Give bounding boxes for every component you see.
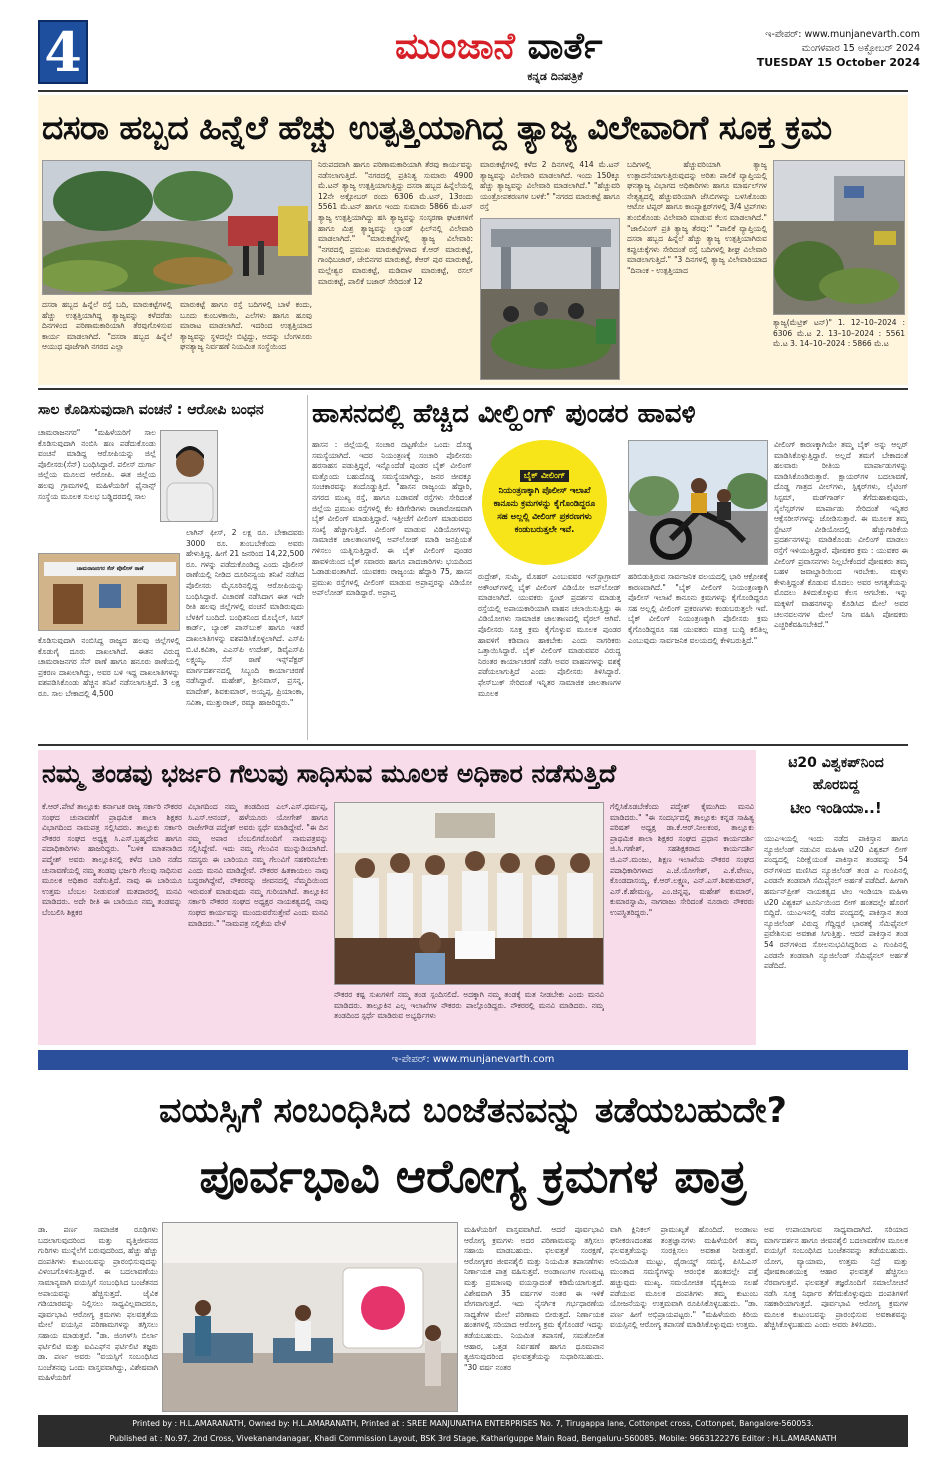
story-wheeling-col3: ಹರಿಬಿಡುತ್ತಿರುವ ಸಾರ್ವಜನಿಕ ವಲಯದಲ್ಲಿ ಭಾರಿ ಆಕ್ರೋಶಕ್ಕೆ ಕಾರಣವಾಗಿದೆ." "ಬೈಕ್ ವೀಲಿಂಗ್ ನಿಯಂತ್ರಣಕ್ಕಾಗಿ ಪೊಲೀಸ್ ಇಲಾಖೆ ಕಾನೂನು ಕ್ರಮಗಳನ್ನು ಕೈಗೊಂಡಿದ್ದರೂ ಸಹ ಅಲ್ಲಲ್ಲಿ ವೀಲಿಂಗ್ ಪ್ರಕರಣಗಳು ಕಂಡುಬರುತ್ತಲೇ ಇವೆ. ಬೈಕ್ ವೀಲಿಂಗ್ ನಿಯಂತ್ರಣಕ್ಕಾಗಿ ಪೊಲೀಸರು ಕ್ರಮ ಕೈಗೊಂಡಿದ್ದರೂ ಸಹ ಯುವಕರು ಮಾತ್ರ ಬುದ್ಧಿ ಕಲಿತಿಲ್ಲ ಎಂಬುವುದು ಸಾರ್ವಜನಿಕ ವಲಯದಲ್ಲಿ ಕೇಳಿಬರುತ್ತಿದೆ." bbox=[628, 572, 768, 645]
wheeling-callout-text: ನಿಯಂತ್ರಣಕ್ಕಾಗಿ ಪೊಲೀಸ್ ಇಲಾಖೆ ಕಾನೂನು ಕ್ರಮಗಳನ್ನು ಕೈಗೊಂಡಿದ್ದರೂ ಸಹ ಅಲ್ಲಲ್ಲಿ ವೀಲಿಂಗ್ ಪ್ರಕರಣಗಳು ಕಂಡುಬರುತ್ತಲೇ ಇವೆ. bbox=[493, 486, 596, 535]
page-number: 4 bbox=[38, 20, 88, 84]
story-t20-headline bbox=[764, 752, 908, 832]
newspaper-brand bbox=[395, 24, 675, 68]
story-fertility-col1: ಡಾ. ಪರ್ಣ ಸಾಮಾಜಿಕ ರೂಢಿಗಳು ಬದಲಾಗುವುದರಿಂದ ಮತ್ತು ವೃತ್ತಿಜೀವನದ ಗುರಿಗಳು ಮುನ್ನೆಲೆಗೆ ಬರುವುದರಿಂದ, ಹೆಚ್ಚು ಹೆಚ್ಚು ದಂಪತಿಗಳು ಕುಟುಂಬವನ್ನು ಪ್ರಾರಂಭಿಸುವುದನ್ನು ವಿಳಂಬಗೊಳಿಸುತ್ತಿದ್ದಾರೆ. ಈ ಬದಲಾವಣೆಯು ಸಾಮಾನ್ಯವಾಗಿ ವಯಸ್ಸಿಗೆ ಸಂಬಂಧಿಸಿದ ಬಂಜೆತನದ ಅಪಾಯವನ್ನು ಹೆಚ್ಚಿಸುತ್ತದೆ. ಜೈವಿಕ ಗಡಿಯಾರವನ್ನು ನಿಲ್ಲಿಸಲು ಸಾಧ್ಯವಿಲ್ಲವಾದರೂ, ಪೂರ್ವಭಾವಿ ಆರೋಗ್ಯ ಕ್ರಮಗಳು ಫಲವತ್ತತೆಯ ಮೇಲೆ ವಯಸ್ಸಿನ ಪರಿಣಾಮಗಳನ್ನು ತಗ್ಗಿಸಲು ಸಹಾಯ ಮಾಡುತ್ತವೆ. "ಡಾ. ಜಿಂಗಳ್‌ಸಿ ಬಿರ್ಲಾ ಫರ್ಟಿಲಿಟಿ ಮತ್ತು ಐವಿಎಫ್‌ನ ಫರ್ಟಿಲಿಟಿ ತಜ್ಞರು ಡಾ. ಪರ್ಣ ಅವರು "ವಯಸ್ಸಿಗೆ ಸಂಬಂಧಿಸಿದ ಬಂಜೆತನವು ಒಂದು ವಾಸ್ತವವಾಗಿದ್ದು, ವಿಶೇಷವಾಗಿ ಮಹಿಳೆಯರಿಗೆ bbox=[38, 1225, 158, 1383]
police-station-sign: ಚಾಮರಾಜನಗರ ಸೆನ್ ಪೊಲೀಸ್ ಠಾಣೆ bbox=[76, 566, 144, 572]
imprint-line-1: Printed by : H.L.AMARANATH, Owned by: H.L.AMARANATH, Printed at : SREE MANJUNATHA ENTERPRISES No. 7, Tirugappa lane, Cottonpet cross, Cottonpet, Bangalore-560053. bbox=[132, 1419, 814, 1428]
photo-bike-wheeling bbox=[628, 440, 768, 565]
story-dasara-col5: ಬದಿಗಳಲ್ಲಿ ಹೆಚ್ಚುವರಿಯಾಗಿ ತ್ಯಾಜ್ಯ ಉತ್ಪಾದನೆಯಾಗುತ್ತಿರುವುದನ್ನು ಅರಿತು ಪಾಲಿಕೆ ವ್ಯಾಪ್ತಿಯಲ್ಲಿ ಘನತ್ಯಾಜ್ಯ ವಿಭಾಗದ ಅಧಿಕಾರಿಗಳು ಹಾಗೂ ಮಾರ್ಷಲ್‌ಗಳ ನೇತೃತ್ವದಲ್ಲಿ ಹೆಚ್ಚುವರಿಯಾಗಿ ಜೆಸಿಬಿಗಳನ್ನು ಬಳಸಿಕೊಂಡು ಆಟೋ ಟಿಪ್ಪರ್ ಹಾಗೂ ಕಾಂಪ್ಯಾಕ್ಟರ್‌ಗಳಲ್ಲಿ 3/4 ಟ್ರಿಪ್‌ಗಳು ತುಂಬಿಕೊಂಡು ವಿಲೇವಾರಿ ಮಾಡುವ ಕೆಲಸ ಮಾಡಲಾಗಿದೆ." "ಜಾಲಿವಿಂಗ್ ಪ್ರತಿ ತ್ಯಾಜ್ಯ ತೆರವು:" "ಪಾಲಿಕೆ ವ್ಯಾಪ್ತಿಯಲ್ಲಿ ದಸರಾ ಹಬ್ಬದ ಹಿನ್ನೆಲೆ ಹೆಚ್ಚು ತ್ಯಾಜ್ಯ ಉತ್ಪತ್ತಿಯಾಗಿರುವ ಕಪ್ಪುಚುಕ್ಕೆಗಳು ಸೇರಿದಂತೆ ರಸ್ತೆ ಬದಿಗಳಲ್ಲಿ ಶೀಘ್ರ ವಿಲೇವಾರಿ ಮಾಡಲಾಗುತ್ತಿದೆ." "3 ದಿನಗಳಲ್ಲಿ ತ್ಯಾಜ್ಯ ವಿಲೇವಾರಿಯಾದ "ದಿನಾಂಕ - ಉತ್ಪತ್ತಿಯಾದ bbox=[627, 160, 767, 275]
photo-bike-wheeling-art bbox=[629, 441, 768, 565]
story-fertility-col3: ವಾಗಿ ಕ್ಲಿನಿಕಲ್ ಪ್ರಾಮುಖ್ಯತೆ ಹೊಂದಿದೆ. ಅಂಡಾಣು ಘನೀಕರಣದಂತಹ ತಂತ್ರಜ್ಞಾನಗಳು ಮಹಿಳೆಯರಿಗೆ ತಮ್ಮ ಫಲವತ್ತತೆಯನ್ನು ಸಂರಕ್ಷಿಸಲು ಅವಕಾಶ ನೀಡುತ್ತವೆ. ಅನಿಯಮಿತ ಮುಟ್ಟು, ಥೈರಾಯ್ಡ್ ಸಮಸ್ಯೆ, ಪಿಸಿಓಎಸ್ ಮುಂತಾದ ಸಮಸ್ಯೆಗಳನ್ನು ಆರಂಭಿಕ ಹಂತದಲ್ಲೇ ಪತ್ತೆ ಹಚ್ಚುವುದು ಮುಖ್ಯ. ಸಮಯೋಚಿತ ವೈದ್ಯಕೀಯ ಸಲಹೆ ಪಡೆಯುವ ಮೂಲಕ ದಂಪತಿಗಳು ತಮ್ಮ ಕುಟುಂಬ ಯೋಜನೆಯನ್ನು ಉತ್ತಮವಾಗಿ ರೂಪಿಸಿಕೊಳ್ಳಬಹುದು. "ಡಾ. ಪರ್ಣ ಹೀಗೆ ಅಭಿಪ್ರಾಯಪಟ್ಟರು." "ಮಹಿಳೆಯರು ಕಿರಿಯ ವಯಸ್ಸಿನಲ್ಲಿ ಆರೋಗ್ಯ ತಪಾಸಣೆ ಮಾಡಿಸಿಕೊಳ್ಳುವುದು ಉತ್ತಮ. bbox=[610, 1225, 758, 1330]
photo-market-waste-art bbox=[481, 219, 620, 380]
story-fertility-headline-2: ಪೂರ್ವಭಾವಿ ಆರೋಗ್ಯ ಕ್ರಮಗಳ ಪಾತ್ರ bbox=[199, 1149, 747, 1203]
date-block bbox=[680, 28, 920, 70]
story-t20-headline-line3: ಟೀಂ ಇಂಡಿಯಾ..! bbox=[790, 799, 882, 817]
photo-market-waste bbox=[480, 218, 620, 380]
photo-roadside-garbage-art bbox=[43, 161, 312, 295]
story-wheeling-col1: ಹಾಸನ : ಜಿಲ್ಲೆಯಲ್ಲಿ ಸಂಚಾರ ದಟ್ಟಣೆಯೇ ಒಂದು ದೊಡ್ಡ ಸಮಸ್ಯೆಯಾಗಿದೆ. ಇದರ ನಿಯಂತ್ರಣಕ್ಕೆ ಸಂಚಾರಿ ಪೊಲೀಸರು ಹರಸಾಹಸ ಪಡುತ್ತಿದ್ದರೆ, ಇನ್ನೊಂದೆಡೆ ಪುಂಡರ ಬೈಕ್ ವೀಲಿಂಗ್ ಮತ್ತೊಂದು ಬಹುದೊಡ್ಡ ಸಮಸ್ಯೆಯಾಗಿದ್ದು, ಜನರ ಜೀವಕ್ಕೂ ಸಂಚಕಾರವನ್ನು ತಂದೊಡ್ಡುತ್ತಿದೆ. "ಹಾಸನ ರಾಜ್ಯಂಯ ಹೆದ್ದಾರಿ, ನಗರದ ಮುಖ್ಯ ರಸ್ತೆ, ಹಾಗೂ ಬಡಾವಣೆ ರಸ್ತೆಗಳು ಸೇರಿದಂತೆ ಜಿಲ್ಲೆಯ ಪ್ರಮುಖ ರಸ್ತೆಗಳಲ್ಲಿ ಕೆಲ ಕಿಡಿಗೇಡಿಗಳು ರಾಜಾರೋಷವಾಗಿ ಬೈಕ್ ವೀಲಿಂಗ್ ಮಾಡುತ್ತಿದ್ದಾರೆ. ಇತ್ತೀಚೆಗೆ ವೀಲಿಂಗ್ ಮಾಡುವವರ ಸಂಖ್ಯೆ ಹೆಚ್ಚಾಗುತ್ತಿದೆ. ವೀಲಿಂಗ್ ಮಾಡುವ ವಿಡಿಯೋಗಳನ್ನು ಸಾಮಾಜಿಕ ಜಾಲತಾಣಗಳಲ್ಲಿ ಅಪ್‌ಲೋಡ್ ಮಾಡಿ ಜನಪ್ರಿಯತೆ ಗಳಿಸಲು ಯತ್ನಿಸುತ್ತಿದ್ದಾರೆ. ಈ ಬೈಕ್ ವೀಲಿಂಗ್ ಪುಂಡರ ಹಾವಳಿಯಿಂದ ಬೈಕ್ ಸವಾರರು ಹಾಗೂ ಪಾದಚಾರಿಗಳು ಭಯದಿಂದ ಓಡಾಡುವಂತಾಗಿದೆ. ಯುವಕರು ರಾಜ್ಯಂಯ ಹೆದ್ದಾರಿ 75, ಹಾಸನ ಪ್ರಮುಖ ರಸ್ತೆಗಳಲ್ಲಿ ವೀಲಿಂಗ್ ಮಾಡುವ ಅಪ್ರಾಪ್ತರನ್ನು ವಿಡಿಯೋ ಅಪ್‌ಲೋಡ್ ಮಾಡಿದ್ದಾರೆ. ಅಪ್ರಾಪ್ತ bbox=[312, 440, 472, 598]
story-wheeling-headline: ಹಾಸನದಲ್ಲಿ ಹೆಚ್ಚಿದ ವೀಲ್ಹಿಂಗ್ ಪುಂಡರ ಹಾವಳಿ bbox=[312, 399, 696, 429]
story-election-col4: ಗೆಲ್ಲಿಸಿಕೊಡಬೇಕೆಂದು ಪದ್ಮೇಶ್ ಕೈಮುಗಿದು ಮನವಿ ಮಾಡಿದರು." "ಈ ಸಂದರ್ಭದಲ್ಲಿ ತಾಲ್ಲೂಕು ಕನ್ನಡ ಸಾಹಿತ್ಯ ಪರಿಷತ್ ಅಧ್ಯಕ್ಷ ಡಾ.ಕೆ.ಆರ್.ನೀಲಕಂಠ, ತಾಲ್ಲೂಕು ಪ್ರಾಥಮಿಕ ಶಾಲಾ ಶಿಕ್ಷಕರ ಸಂಘದ ಪ್ರಧಾನ ಕಾರ್ಯದರ್ಶಿ ಜಿ.ಸಿ.ಗಣೇಶ್, ಸಹಶಿಕ್ಷಕರಾದ ಕಾರ್ಯದರ್ಶಿ ಜಿ.ಎನ್.ಮಂಜು, ಶಿಕ್ಷಣ ಇಲಾಖೆಯ ನೌಕರರ ಸಂಘದ ಪದಾಧಿಕಾರಿಗಳಾದ ಎ.ಜೆ.ಯೋಗೇಶ್, ಎ.ಕೆ.ವೇಣು, ಕೊಂಡದಾಸಯ್ಯ, ಕೆ.ಆರ್.ಲಕ್ಷ್ಮಣ, ಎನ್.ಎಸ್.ಶಿವಕುಮಾರ್, ಎಸ್.ಕೆ.ಹೇಮಣ್ಣ, ಎಂ.ಚಿನ್ನಪ್ಪ, ಮಹೇಶ್ ಕುಮಾರ್, ಕುಮಾರಸ್ವಾಮಿ, ನಾಗರಾಜು ಸೇರಿದಂತೆ ನೂರಾರು ನೌಕರರು ಉಪಸ್ಥಿತರಿದ್ದರು." bbox=[610, 802, 754, 917]
photo-clinic-reception-art bbox=[163, 1223, 458, 1412]
date-kannada: ಮಂಗಳವಾರ 15 ಅಕ್ಟೋಬರ್ 2024 bbox=[801, 43, 920, 54]
photo-street-waste-art bbox=[774, 161, 905, 315]
story-dasara-col2: ಮಾರುಕಟ್ಟೆ ಹಾಗೂ ರಸ್ತೆ ಬದಿಗಳಲ್ಲಿ ಬಾಳೆ ಕಂದು, ಬೂದು ಕುಂಬಳಕಾಯಿ, ಎಲೆಗಳು ಹಾಗೂ ಹೂವು ಮಾರಾಟ ಮಾಡಲಾಗಿದೆ. ಇದರಿಂದ ಉತ್ಪತ್ತಿಯಾದ ತ್ಯಾಜ್ಯವನ್ನು ಸ್ಥಳದಲ್ಲೇ ಬಿಟ್ಟಿದ್ದು, ಅದನ್ನು ಬೆಂಗಳೂರು ಘನತ್ಯಾಜ್ಯ ನಿರ್ವಹಣೆ ನಿಯಮಿತ ಸಂಸ್ಥೆಯಿಂದ bbox=[180, 300, 312, 352]
photo-clinic-reception bbox=[162, 1222, 458, 1412]
photo-roadside-garbage bbox=[42, 160, 312, 295]
masthead-rule bbox=[38, 90, 908, 92]
photo-accused bbox=[160, 430, 218, 522]
story-fraud-headline: ಸಾಲ ಕೊಡಿಸುವುದಾಗಿ ವಂಚನೆ : ಆರೋಪಿ ಬಂಧನ bbox=[38, 402, 264, 418]
story-t20-headline-line1: ಟಿ20 ವಿಶ್ವಕಪ್‌ನಿಂದ bbox=[788, 755, 884, 771]
story-dasara-headline: ದಸರಾ ಹಬ್ಬದ ಹಿನ್ನೆಲೆ ಹೆಚ್ಚು ಉತ್ಪತ್ತಿಯಾಗಿದ್ದ ತ್ಯಾಜ್ಯ ವಿಲೇವಾರಿಗೆ ಸೂಕ್ತ ಕ್ರಮ bbox=[42, 108, 832, 147]
brand-name-red: ಮುಂಜಾನೆ bbox=[395, 25, 515, 67]
story-fertility-col4: ಅವ ಉಪಾಯಾಗುವ ಸಾಧ್ಯವಾದಾಗಿದೆ. ಸರಿಯಾದ ಮಾರ್ಗದರ್ಶನ ಹಾಗೂ ಜೀವನಶೈಲಿ ಬದಲಾವಣೆಗಳ ಮೂಲಕ ವಯಸ್ಸಿಗೆ ಸಂಬಂಧಿಸಿದ ಬಂಜೆತನವನ್ನು ತಡೆಯಬಹುದು. ಯೋಗ, ವ್ಯಾಯಾಮ, ಉತ್ತಮ ನಿದ್ರೆ ಮತ್ತು ಪೋಷಕಾಂಶಯುಕ್ತ ಆಹಾರ ಫಲವತ್ತತೆ ಹೆಚ್ಚಿಸಲು ನೆರವಾಗುತ್ತವೆ. ಫಲವತ್ತತೆ ತಜ್ಞರೊಂದಿಗೆ ಸಮಾಲೋಚನೆ ನಡೆಸಿ ಸೂಕ್ತ ನಿರ್ಧಾರ ತೆಗೆದುಕೊಳ್ಳುವುದು ದಂಪತಿಗಳಿಗೆ ಸಹಕಾರಿಯಾಗುತ್ತದೆ. ಪೂರ್ವಭಾವಿ ಆರೋಗ್ಯ ಕ್ರಮಗಳ ಮೂಲಕ ಕುಟುಂಬವನ್ನು ಪ್ರಾರಂಭಿಸುವ ಅವಕಾಶವನ್ನು ಹೆಚ್ಚಿಸಿಕೊಳ್ಳಬಹುದು ಎಂದು ಅವರು ತಿಳಿಸಿದರು. bbox=[764, 1225, 908, 1330]
epaper-url[interactable]: ಇ-ಪೇಪರ್: www.munjanevarth.com bbox=[765, 29, 920, 40]
section-rule-2 bbox=[38, 744, 908, 746]
epaper-url-bar[interactable]: ಇ-ಪೇಪರ್: www.munjanevarth.com bbox=[38, 1050, 908, 1070]
wheeling-callout-badge bbox=[482, 440, 607, 565]
story-fertility-col2: ಮಹಿಳೆಯರಿಗೆ ವಾಸ್ತವವಾಗಿದೆ. ಆದರೆ ಪೂರ್ವಭಾವಿ ಆರೋಗ್ಯ ಕ್ರಮಗಳು ಅದರ ಪರಿಣಾಮವನ್ನು ತಗ್ಗಿಸಲು ಸಹಾಯ ಮಾಡಬಹುದು. ಫಲವತ್ತತೆ ಸಂರಕ್ಷಣೆ, ಆರೋಗ್ಯಕರ ಜೀವನಶೈಲಿ ಮತ್ತು ನಿಯಮಿತ ತಪಾಸಣೆಗಳು ನಿರ್ಣಾಯಕ ಪಾತ್ರ ವಹಿಸುತ್ತವೆ. ಅಂಡಾಣುಗಳ ಗುಣಮಟ್ಟ ಮತ್ತು ಪ್ರಮಾಣವು ವಯಸ್ಸಾದಂತೆ ಕಡಿಮೆಯಾಗುತ್ತದೆ. ವಿಶೇಷವಾಗಿ 35 ವರ್ಷಗಳ ನಂತರ ಈ ಇಳಿಕೆ ವೇಗವಾಗುತ್ತದೆ. ಇದು ನೈಸರ್ಗಿಕ ಗರ್ಭಧಾರಣೆಯ ಸಾಧ್ಯತೆಗಳ ಮೇಲೆ ಪರಿಣಾಮ ಬೀರುತ್ತದೆ. ನಿರ್ಣಾಯಕ ಹಂತಗಳಲ್ಲಿ ಸರಿಯಾದ ಆರೋಗ್ಯ ಕ್ರಮ ಕೈಗೊಂಡರೆ ಇದನ್ನು ತಡೆಯಬಹುದು. ನಿಯಮಿತ ತಪಾಸಣೆ, ಸಮತೋಲಿತ ಆಹಾರ, ಒತ್ತಡ ನಿರ್ವಹಣೆ ಹಾಗೂ ಧೂಮಪಾನ ತ್ಯಜಿಸುವುದರಿಂದ ಫಲವತ್ತತೆಯನ್ನು ಸುಧಾರಿಸಬಹುದು. "30 ವರ್ಷ ನಂತರ bbox=[464, 1225, 604, 1372]
imprint-line-2: Published at : No.97, 2nd Cross, Vivekanandanagar, Khadi Commission Layout, BSK 3rd Stage, Kathariguppe Main Road, Bengaluru-560085. Mobile: 9663122276 Editor : H.L.AMARANATH bbox=[109, 1434, 837, 1443]
story-fertility-headline-1: ವಯಸ್ಸಿಗೆ ಸಂಬಂಧಿಸಿದ ಬಂಜೆತನವನ್ನು ತಡೆಯಬಹುದೇ? bbox=[159, 1091, 787, 1131]
section-rule-1 bbox=[38, 388, 908, 390]
story-election-col2: ವಿಭಾಗದಿಂದ ನಮ್ಮ ತಂಡದಿಂದ ಎಲ್.ಎಸ್.ಧರ್ಮಪ್ಪ, ಸಿ.ಎಸ್.ಆನಂದ್, ಹಳೆಯೂರು ಯೋಗೇಶ್ ಹಾಗೂ ರಾಜೇಗೌಡ ಪದ್ಮೇಶ್ ಅವರು ಸ್ಪರ್ಧೆ ಮಾಡಿದ್ದೇವೆ. "ಈ ದಿನ ನಮ್ಮ ಅಪಾರ ಬೆಂಬಲಿಗರೊಂದಿಗೆ ನಾಮಪತ್ರವನ್ನು ಸಲ್ಲಿಸಿದ್ದೇವೆ. ಇದು ನಮ್ಮ ಗೆಲುವಿನ ಮುನ್ನುಡಿಯಾಗಿದೆ. ಸದಸ್ಯರು ಈ ಬಾರಿಯೂ ನಮ್ಮ ಗೆಲುವಿಗೆ ಸಹಕರಿಸಬೇಕು ಎಂದು ಮನವಿ ಮಾಡಿದ್ದೇವೆ. ನೌಕರರ ಹಿತಕಾಯಲು ನಾವು ಬದ್ಧರಾಗಿದ್ದೇವೆ, ನೌಕರರನ್ನು ಜೀವನದಲ್ಲಿ ನೆಮ್ಮದಿಯಿಂದ ಇರುವಂತೆ ಮಾಡುವುದು ನಮ್ಮ ಗುರಿಯಾಗಿದೆ. ತಾಲ್ಲೂಕಿನ ಸರ್ಕಾರಿ ನೌಕರರ ಸಂಘದ ಅಧ್ಯಕ್ಷರ ನಾಯಕತ್ವದಲ್ಲಿ ನಾವು ಸಂಘದ ಕಾರ್ಯವನ್ನು ಮುಂದುವರೆಸುತ್ತೇವೆ ಎಂದು ಮನವಿ ಮಾಡಿದರು." "ನಾಮಪತ್ರ ಸಲ್ಲಿಕೆಯ ವೇಳೆ bbox=[188, 802, 328, 928]
photo-police-station bbox=[38, 553, 180, 631]
story-dasara-col6: ತ್ಯಾಜ್ಯ(ಮೆಟ್ರಿಕ್ ಟನ್)" 1. 12–10–2024 : 6306 ಮೆ.ಟ 2. 13–10–2024 : 5561 ಮೆ.ಟ 3. 14–10–2024 : 5866 ಮೆ.ಟ bbox=[773, 318, 905, 349]
wheeling-callout-title: ಬೈಕ್ ವೀಲಿಂಗ್ bbox=[520, 470, 570, 482]
story-dasara-col3: ನಿರುಪದವಾಗಿ ಹಾಗೂ ಪರಿಣಾಮಕಾರಿಯಾಗಿ ತೆರವು ಕಾರ್ಯವನ್ನು ನಡೆಸಲಾಗುತ್ತಿದೆ. "ನಗರದಲ್ಲಿ ಪ್ರತಿನಿತ್ಯ ಸುಮಾರು 4900 ಮೆ.ಟನ್ ತ್ಯಾಜ್ಯ ಉತ್ಪತ್ತಿಯಾಗುತ್ತಿದ್ದು ದಸರಾ ಹಬ್ಬದ ಹಿನ್ನೆಲೆಯಲ್ಲಿ 12ನೇ ಅಕ್ಟೋಬರ್ ರಂದು 6306 ಮೆ.ಟನ್, 13ರಂದು 5561 ಮೆ.ಟನ್ ಹಾಗೂ ಇಂದು ಸುಮಾರು 5866 ಮೆ.ಟನ್ ತ್ಯಾಜ್ಯ ಉತ್ಪತ್ತಿಯಾಗಿದ್ದು ಹಸಿ ತ್ಯಾಜ್ಯವನ್ನು ಸಂಸ್ಕರಣಾ ಘಟಕಗಳಿಗೆ ಹಾಗೂ ಮಿಶ್ರ ತ್ಯಾಜ್ಯವನ್ನು ಲ್ಯಾಂಡ್ ಫಿಲ್‌ನಲ್ಲಿ ವಿಲೇವಾರಿ ಮಾಡಲಾಗಿದೆ." "ಮಾರುಕಟ್ಟೆಗಳಲ್ಲಿ ತ್ಯಾಜ್ಯ ವಿಲೇವಾರಿ: "ನಗರದಲ್ಲಿ ಪ್ರಮುಖ ಮಾರುಕಟ್ಟೆಗಳಾದ ಕೆ.ಆರ್ ಮಾರುಕಟ್ಟೆ, ಗಾಂಧಿಬಜಾರ್, ಜೇಬಿನಗರ ಮಾರುಕಟ್ಟೆ, ಕೆಆರ್ ಪುರ ಮಾರುಕಟ್ಟೆ, ಮಲ್ಲೇಶ್ವರ ಮಾರುಕಟ್ಟೆ, ಮಡಿವಾಳ ಮಾರುಕಟ್ಟೆ, ರಸಲ್ ಮಾರುಕಟ್ಟೆ, ಪಾಲಿಕೆ ಬಜಾರ್ ಸೇರಿದಂತೆ 12 bbox=[318, 160, 473, 286]
date-english: TUESDAY 15 October 2024 bbox=[756, 56, 920, 69]
story-wheeling-col4: ವೀಲಿಂಗ್ ಕಾರಣಕ್ಕಾಗಿಯೇ ತಮ್ಮ ಬೈಕ್ ಅನ್ನು ಆಲ್ಟರ್ ಮಾಡಿಸಿಕೊಳ್ಳುತ್ತಿದ್ದಾರೆ. ಅಲ್ಲದೆ ತಮಗೆ ಬೇಕಾದಂತೆ ಹಲವಾರು ರೀತಿಯ ಮಾರ್ಪಾಡುಗಳನ್ನು ಮಾಡಿಸಿಕೊಂಡಿರುತ್ತಾರೆ. ಕ್ಷಾಯರ್‌ಗಳ ಬದಲಾವಣೆ, ದೊಡ್ಡ ಗಾತ್ರದ ವೀಲ್‌ಗಳು, ಸ್ಟಿಕ್ಕರ್‌ಗಳು, ಲೈಟಿಂಗ್ ಸಿಸ್ಟಮ್, ಮಡ್‌ಗಾರ್ಡ್ ತೆಗೆದುಹಾಕುವುದು, ಸೈಲೆನ್ಸರ್‌ಗಳ ಮಾರ್ಪಾಡು ಸೇರಿದಂತೆ ಇನ್ನಿತರ ಆಕ್ಸೆಸರೀಸ್‌ಗಳನ್ನು ಜೋಡಿಸುತ್ತಾರೆ. ಈ ಮೂಲಕ ತಮ್ಮ ಸ್ಟೇಟಸ್ ವೀಡಿಯೋದಲ್ಲಿ ಹೆಚ್ಚುಗಾರಿಕೆಯ ಪ್ರದರ್ಶನಗಳನ್ನು ಮಾಡಿಕೊಂಡು ವೀಲಿಂಗ್ ಮಾಡಲು ರಸ್ತೆಗೆ ಇಳಿಯುತ್ತಿದ್ದಾರೆ. ಪೋಷಕರ ಕ್ರಮ : ಯುವಕರ ಈ ವೀಲಿಂಗ್ ಪ್ರವಾಸನಗಳು ನಿಲ್ಲಬೇಕೆಂದರೆ ಪೋಷಕರು ತಮ್ಮ ಬಹಳ ಜವಾಬ್ದಾರಿಯಿಂದ ಇರಬೇಕು. ಮಕ್ಕಳು ಕೇಳುತ್ತಿದ್ದಂತೆ ಕೊಡುವ ಮೊದಲು ಅವರ ಅಗತ್ಯತೆಯನ್ನು ಮೊದಲು ತಿಳಿದುಕೊಳ್ಳುವ ಕೆಲಸ ಆಗಬೇಕು. ಇನ್ನು ಮಕ್ಕಳಿಗೆ ವಾಹನಗಳನ್ನು ಕೊಡಿಸಿದ ಮೇಲೆ ಅವರ ಚಲನವಲನಗಳ ಮೇಲೆ ನಿಗಾ ವಹಿಸಿ ಪೋಷಕರು ಎಚ್ಚರಿಕೆವಹಿಸಬೇಕಿದೆ." bbox=[774, 440, 908, 630]
story-election-headline: ನಮ್ಮ ತಂಡವು ಭರ್ಜರಿ ಗೆಲುವು ಸಾಧಿಸುವ ಮೂಲಕ ಅಧಿಕಾರ ನಡೆಸುತ್ತಿದೆ bbox=[42, 759, 617, 788]
brand-name-black: ವಾರ್ತೆ bbox=[527, 25, 603, 67]
story-election-col1: ಕೆ.ಆರ್.ಪೇಟೆ ತಾಲ್ಲೂಕು ಕರ್ನಾಟಕ ರಾಜ್ಯ ಸರ್ಕಾರಿ ನೌಕರರ ಸಂಘದ ಚುನಾವಣೆಗೆ ಪ್ರಾಥಮಿಕ ಶಾಲಾ ಶಿಕ್ಷಕರ ವಿಭಾಗದಿಂದ ನಾಮಪತ್ರ ಸಲ್ಲಿಸಿದರು. ತಾಲ್ಲೂಕು ಸರ್ಕಾರಿ ನೌಕರರ ಸಂಘದ ಅಧ್ಯಕ್ಷ ಸಿ.ಎಸ್.ಬ್ರಹ್ಮದೇವ ಹಾಗೂ ಪದಾಧಿಕಾರಿಗಳು ಹಾಜರಿದ್ದರು. "ಬಳಿಕ ಮಾತನಾಡಿದ ಪದ್ಮೇಶ್ ಅವರು ತಾಲ್ಲೂಕಿನಲ್ಲಿ ಕಳೆದ ಬಾರಿ ನಡೆದ ಚುನಾವಣೆಯಲ್ಲಿ ನಮ್ಮ ತಂಡವು ಭರ್ಜರಿ ಗೆಲುವು ಸಾಧಿಸುವ ಮೂಲಕ ಅಧಿಕಾರ ನಡೆಸುತ್ತಿದೆ. ನಾವು ಈ ಬಾರಿಯೂ ಉತ್ತಮ ಬೆಂಬಲ ನೀಡುವಂತೆ ಮತದಾರರಲ್ಲಿ ಮನವಿ ಮಾಡಿದರು. ಅದೇ ರೀತಿ ಈ ಬಾರಿಯೂ ನಮ್ಮ ತಂಡವನ್ನು ಬೆಂಬಲಿಸಿ ಶಿಕ್ಷಕರ bbox=[42, 802, 182, 917]
story-fraud-col2: ಲಾಗಿನ್ ಫೀಸ್, 2 ಲಕ್ಷ ರೂ. ಬೇಕಾದವರು 3000 ರೂ. ತುಂಬಬೇಕೆಂದು ಅವರು ಹೇಳುತ್ತಿದ್ದ. ಹೀಗೆ 21 ಜನರಿಂದ 14,22,500 ರೂ. ಗಳನ್ನು ಪಡೆದುಕೊಂಡಿದ್ದ ಎಂದು ಪೊಲೀಸ್ ಠಾಣೆಯಲ್ಲಿ ನೀಡಿದ ದೂರಿನನ್ವಯ ತನಿಖೆ ನಡೆಸಿದ ಪೊಲೀಸರು ಮೈಸೂರಿನಲ್ಲಿದ್ದ ಆರೋಪಿಯನ್ನು ಬಂಧಿಸಿದ್ದಾರೆ. ವಿಚಾರಣೆ ನಡೆಸಿದಾಗ ಈತ ಇದೇ ರೀತಿ ಹಲವು ಜಿಲ್ಲೆಗಳಲ್ಲಿ ವಂಚನೆ ಮಾಡಿರುವುದು ಬೆಳಕಿಗೆ ಬಂದಿದೆ. ಬಂಧಿತನಿಂದ ಮೊಬೈಲ್, ಸಿಮ್ ಕಾರ್ಡ್, ಬ್ಯಾಂಕ್ ಪಾಸ್‌ಬುಕ್ ಹಾಗೂ ಇತರೆ ದಾಖಲಾತಿಗಳನ್ನು ವಶಪಡಿಸಿಕೊಳ್ಳಲಾಗಿದೆ. ಎಸ್‌ಪಿ ಬಿ.ಟಿ.ಕವಿತಾ, ಎಎಸ್‌ಪಿ ಉದೇಶ್, ಡಿವೈಎಸ್‌ಪಿ ಲಕ್ಷ್ಮಯ್ಯ, ಸೆನ್ ಠಾಣೆ ಇನ್ಸ್‌ಪೆಕ್ಟರ್ ಮಾರ್ಗದರ್ಶನದಲ್ಲಿ ಸಿಬ್ಬಂದಿ ಕಾರ್ಯಾಚರಣೆ ನಡೆಸಿದ್ದಾರೆ. ಮಹೇಶ್, ಶ್ರೀನಿವಾಸ್, ಪ್ರಸನ್ನ, ಮಾದೇಶ್, ಶಿವಕುಮಾರ್, ಅಯ್ಯಪ್ಪ, ಪ್ರಿಯಾಂಕಾ, ಸವಿತಾ, ಮುತ್ತುರಾಜ್, ರಮ್ಯಾ ಹಾಜರಿದ್ದರು." bbox=[186, 528, 304, 707]
photo-accused-art bbox=[161, 431, 218, 522]
story-wheeling-col2: ರುದ್ರೇಶ್, ಸುಮ್ಮಿ, ಮೊಹರ್ ಎಂಬುವವರ ಇನ್‌ಸ್ಟಾಗ್ರಾಮ್ ಅಕೌಂಟ್‌ಗಳಲ್ಲಿ ಬೈಕ್ ವೀಲಿಂಗ್ ವಿಡಿಯೋ ಅಪ್‌ಲೋಡ್ ಮಾಡಲಾಗಿದೆ. ಯುವಕರು ಸ್ಟಂಟ್ ಪ್ರದರ್ಶನ ಮಾಡುತ್ತ ರಸ್ತೆಯಲ್ಲಿ ಅಪಾಯಕಾರಿಯಾಗಿ ವಾಹನ ಚಲಾಯಿಸುತ್ತಿದ್ದು ಈ ವಿಡಿಯೋಗಳು ಸಾಮಾಜಿಕ ಜಾಲತಾಣದಲ್ಲಿ ವೈರಲ್ ಆಗಿವೆ. ಪೊಲೀಸರು ಸೂಕ್ತ ಕ್ರಮ ಕೈಗೊಳ್ಳುವ ಮೂಲಕ ಪುಂಡರ ಹಾವಳಿಗೆ ಕಡಿವಾಣ ಹಾಕಬೇಕು ಎಂದು ನಾಗರಿಕರು ಒತ್ತಾಯಿಸಿದ್ದಾರೆ. ಬೈಕ್ ವೀಲಿಂಗ್ ಮಾಡುವವರ ವಿರುದ್ಧ ನಿರಂತರ ಕಾರ್ಯಾಚರಣೆ ನಡೆಸಿ ಅವರ ವಾಹನಗಳನ್ನು ವಶಕ್ಕೆ ಪಡೆಯಲಾಗುತ್ತಿದೆ ಎಂದು ಪೊಲೀಸರು ತಿಳಿಸಿದ್ದಾರೆ. ಫೇಸ್‌ಬುಕ್ ಸೇರಿದಂತೆ ಇನ್ನಿತರ ಸಾಮಾಜಿಕ ಜಾಲತಾಣಗಳ ಮೂಲಕ bbox=[478, 572, 621, 698]
photo-nomination bbox=[334, 802, 604, 985]
photo-nomination-art bbox=[335, 803, 604, 985]
imprint-footer bbox=[38, 1415, 908, 1447]
story-dasara-col1: ದಸರಾ ಹಬ್ಬದ ಹಿನ್ನೆಲೆ ರಸ್ತೆ ಬದಿ, ಮಾರುಕಟ್ಟೆಗಳಲ್ಲಿ ಹೆಚ್ಚು ಉತ್ಪತ್ತಿಯಾಗಿದ್ದ ತ್ಯಾಜ್ಯವನ್ನು ಕಳೆದರೆಡು ದಿನಗಳಿಂದ ಪರಿಣಾಮಕಾರಿಯಾಗಿ ತೆರವುಗೊಳಿಸುವ ಕಾರ್ಯ ಮಾಡಲಾಗಿದೆ. "ದಸರಾ ಹಬ್ಬದ ಹಿನ್ನೆಲೆ ಆಯುಧ ಪೂಜೆಗಾಗಿ ನಗರದ ಎಲ್ಲಾ bbox=[42, 300, 172, 352]
photo-street-waste bbox=[773, 160, 905, 315]
story-t20-headline-line2: ಹೊರಬಿದ್ದ bbox=[812, 777, 860, 793]
story-fraud-col1a: ಚಾಮರಾಜನಗರ" "ಮಹಿಳೆಯರಿಗೆ ಸಾಲ ಕೊಡಿಸುವುದಾಗಿ ನಂಬಿಸಿ ಹಣ ಪಡೆದುಕೊಂಡು ವಂಚನೆ ಮಾಡಿದ್ದ ಆರೋಪಿಯನ್ನು ಜಿಲ್ಲೆ ಪೊಲೀಸರು(ಸೆನ್) ಬಂಧಿಸಿದ್ದಾರೆ. ಪಲೀಸ್ ದುರ್ಗಾ ಜಿಲ್ಲೆಯ ಮೂಲದ ಆರೋಪಿ. ಈತ ಜಿಲ್ಲೆಯ ಹಲವು ಗ್ರಾಮಗಳಲ್ಲಿ ಮಹಿಳೆಯರಿಗೆ ಫೈನಾನ್ಸ್ ಸಂಸ್ಥೆಯ ಮೂಲಕ ಸುಲಭ ಬಡ್ಡಿದರದಲ್ಲಿ ಸಾಲ bbox=[38, 428, 156, 501]
story-dasara-col4: ಮಾರುಕಟ್ಟೆಗಳಲ್ಲಿ ಕಳೆದ 2 ದಿನಗಳಲ್ಲಿ 414 ಮೆ.ಟನ್ ತ್ಯಾಜ್ಯವನ್ನು ವಿಲೇವಾರಿ ಮಾಡಲಾಗಿದೆ. ಇಂದು 150ಕ್ಕೂ ಹೆಚ್ಚು ತ್ಯಾಜ್ಯವನ್ನು ವಿಲೇವಾರಿ ಮಾಡಲಾಗಿದೆ." "ಹೆಚ್ಚುವರಿ ಯಂತ್ರೋಪಕರಣಗಳ ಬಳಕೆ:" "ನಗರದ ಮಾರುಕಟ್ಟೆ ಹಾಗೂ ರಸ್ತೆ bbox=[480, 160, 620, 212]
brand-tagline: ಕನ್ನಡ ದಿನಪತ್ರಿಕೆ bbox=[527, 70, 583, 83]
column-divider-1 bbox=[307, 395, 308, 740]
story-fraud-col1b: ಕೊಡಿಸುವುದಾಗಿ ನಂಬಿಸಿದ್ದ ರಾಜ್ಯದ ಹಲವು ಜಿಲ್ಲೆಗಳಲ್ಲಿ ಕೊಡುಗೈ ದೂರು ದಾಖಲಾಗಿದೆ. ಈತನ ವಿರುದ್ಧ ಚಾಮರಾಜನಗರ ಸೆನ್ ಠಾಣೆ ಹಾಗೂ ಹನೂರು ಠಾಣೆಯಲ್ಲಿ ಪ್ರಕರಣ ದಾಖಲಾಗಿದ್ದು, ಅವರ ಬಳಿ ಇದ್ದ ದಾಖಲಾತಿಗಳನ್ನು ವಶಪಡಿಸಿಕೊಂಡು ಹೆಚ್ಚಿನ ತನಿಖೆ ನಡೆಸಲಾಗುತ್ತಿದೆ. 3 ಲಕ್ಷ ರೂ. ಸಾಲ ಬೇಕಾದಲ್ಲಿ 4,500 bbox=[38, 636, 180, 698]
story-election-col3: ನೌಕರರ ಕಷ್ಟ ಸುಖಗಳಿಗೆ ನಮ್ಮ ತಂಡ ಸ್ಪಂದಿಸಲಿದೆ. ಅದಕ್ಕಾಗಿ ನಮ್ಮ ತಂಡಕ್ಕೆ ಮತ ನೀಡಬೇಕು ಎಂದು ಮನವಿ ಮಾಡಿದರು. ತಾಲ್ಲೂಕಿನ ಎಲ್ಲ ಇಲಾಖೆಗಳ ನೌಕರರು ಪಾಲ್ಗೊಂಡಿದ್ದರು. ನೌಕರರಲ್ಲಿ ಮನವಿ ಮಾಡಿದರು. ನಮ್ಮ ತಂಡದಿಂದ ಸ್ಪರ್ಧೆ ಮಾಡಿರುವ ಅಭ್ಯರ್ಥಿಗಳು bbox=[334, 990, 604, 1021]
story-t20-body: ಯುಎಇಯಲ್ಲಿ ಇಂದು ನಡೆದ ಪಾಕಿಸ್ತಾನ ಹಾಗೂ ನ್ಯೂಜಿಲೆಂಡ್ ನಡುವಿನ ಮಹಿಳಾ ಟಿ20 ವಿಶ್ವಕಪ್ ಲೀಗ್ ಪಂದ್ಯದಲ್ಲಿ ನಿರೀಕ್ಷೆಯಂತೆ ಪಾಕಿಸ್ತಾನ ತಂಡವನ್ನು 54 ರನ್‌ಗಳಿಂದ ಮಣಿಸಿದ ನ್ಯೂಜಿಲೆಂಡ್ ತಂಡ ಎ ಗುಂಪಿನಲ್ಲಿ ಎರಡನೇ ತಂಡವಾಗಿ ಸೆಮಿಫೈನಲ್ ಅರ್ಹತೆ ಪಡೆದಿದೆ. ಹೀಗಾಗಿ ಹರ್ಮನ್‌ಪ್ರೀತ್ ನಾಯಕತ್ವದ ಟೀಂ ಇಂಡಿಯಾ ಮಹಿಳಾ ಟಿ20 ವಿಶ್ವಕಪ್ ಟೂರ್ನಿಯಿಂದ ಲೀಗ್ ಹಂತದಲ್ಲೇ ಹೊರಗೆ ಬಿದ್ದಿದೆ. ಯುಎಇನಲ್ಲಿ ನಡೆದ ಪಂದ್ಯದಲ್ಲಿ ಪಾಕಿಸ್ತಾನ ತಂಡ ನ್ಯೂಜಿಲೆಂಡ್ ವಿರುದ್ಧ ಗೆದ್ದಿದ್ದರೆ ಭಾರತಕ್ಕೆ ಸೆಮಿಫೈನಲ್ ಪ್ರವೇಶಿಸುವ ಅವಕಾಶ ಸಿಗುತ್ತಿತ್ತು. ಆದರೆ ಪಾಕಿಸ್ತಾನ ತಂಡ 54 ರನ್‌ಗಳಿಂದ ಸೋಲನುಭವಿಸಿದ್ದರಿಂದ ಎ ಗುಂಪಿನಲ್ಲಿ ಎರಡನೇ ತಂಡವಾಗಿ ನ್ಯೂಜಿಲೆಂಡ್ ಸೆಮಿಫೈನಲ್ ಅರ್ಹತೆ ಪಡೆದಿದೆ. bbox=[764, 834, 908, 971]
